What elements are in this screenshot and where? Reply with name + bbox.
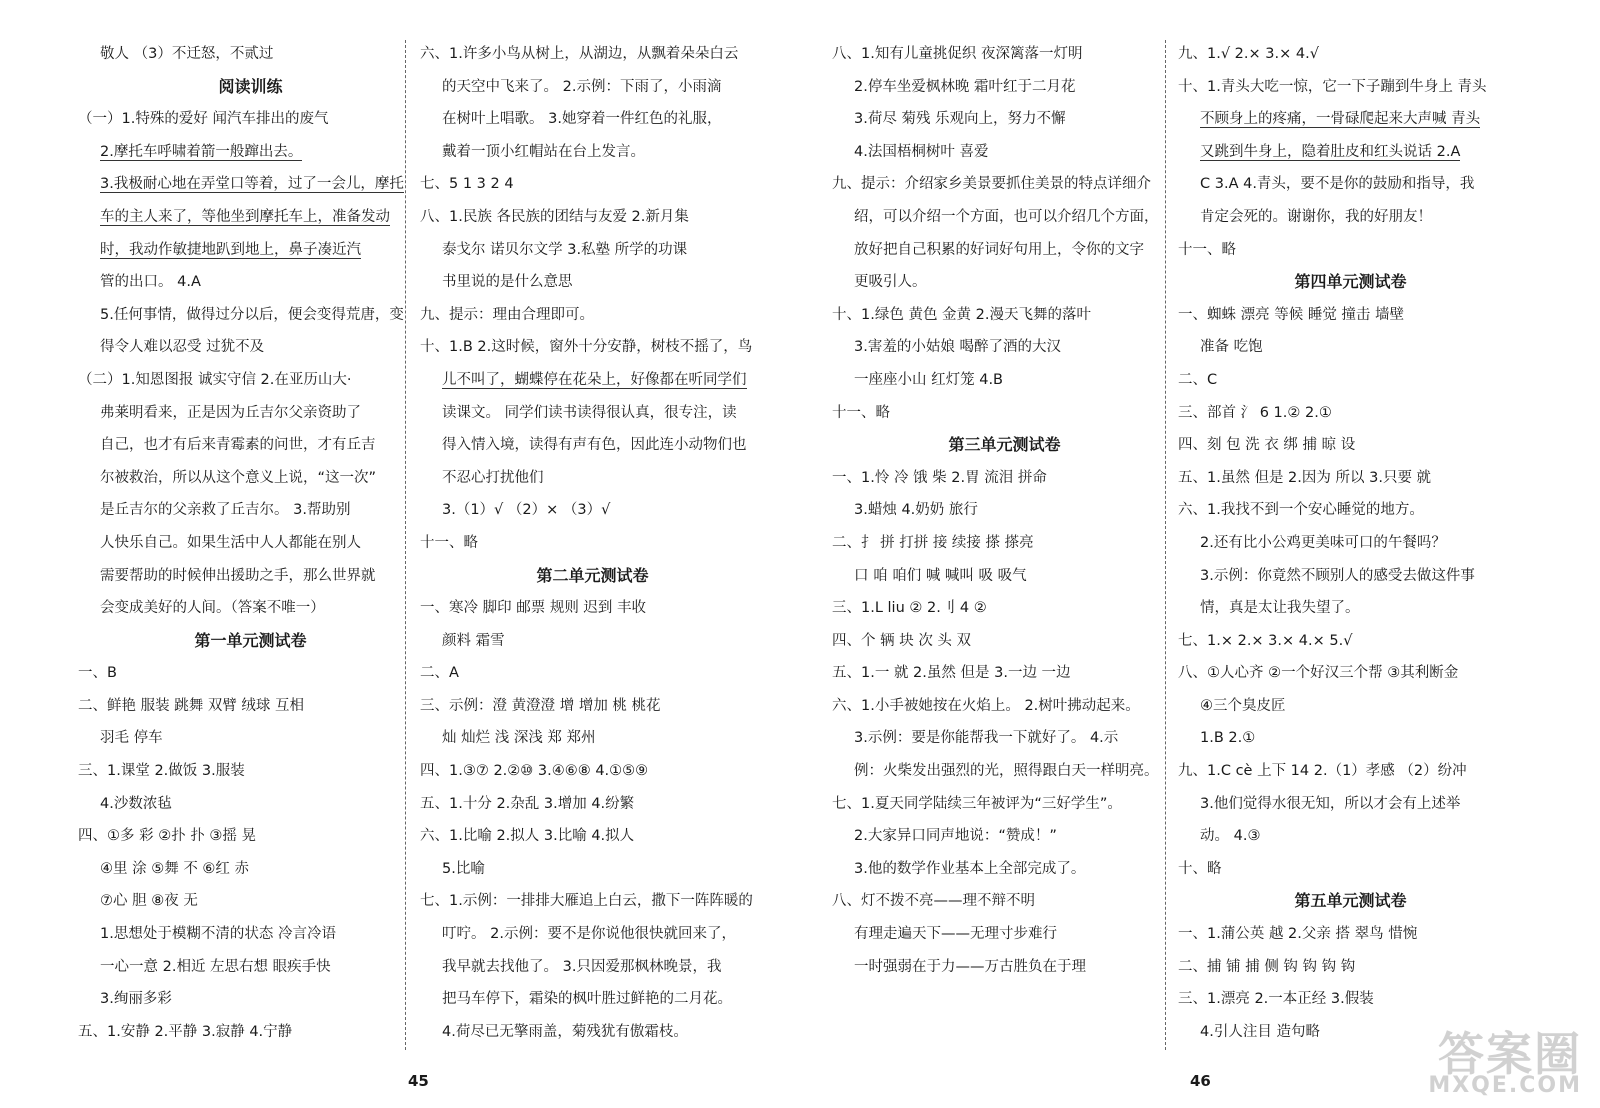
answer-line: 管的出口。 4.A bbox=[100, 274, 201, 291]
answer-line: 二、鲜艳 服装 跳舞 双臂 绒球 互相 bbox=[78, 697, 305, 714]
answer-line: 四、①多 彩 ②扑 扑 ③摇 晃 bbox=[78, 828, 257, 845]
answer-line: 5.任何事情，做得过分以后，便会变得荒唐，变 bbox=[100, 306, 404, 323]
answer-line: 在树叶上唱歌。 3.她穿着一件红色的礼服， bbox=[442, 111, 722, 128]
underlined-answer-text: 3.我极耐心地在弄堂口等着，过了一会儿，摩托 bbox=[100, 176, 404, 193]
answer-line: 一座座小山 红灯笼 4.B bbox=[854, 371, 1003, 388]
answer-line: 四、刻 包 洗 衣 绑 捕 晾 设 bbox=[1178, 437, 1356, 454]
answer-line: 十、1.绿色 黄色 金黄 2.漫天飞舞的落叶 bbox=[832, 306, 1091, 323]
underlined-answer-text: 时，我动作敏捷地趴到地上，鼻子凑近汽 bbox=[100, 241, 361, 258]
watermark-logo-text: 答案圈 bbox=[1438, 1027, 1582, 1081]
answer-line: 得令人难以忍受 过犹不及 bbox=[100, 339, 265, 356]
answer-line bbox=[78, 201, 423, 234]
answer-line: 四、个 辆 块 次 头 双 bbox=[832, 632, 972, 649]
answer-line: 三、1.漂亮 2.一本正经 3.假装 bbox=[1178, 991, 1374, 1008]
answer-line: 3.他的数学作业基本上全部完成了。 bbox=[854, 860, 1086, 877]
answer-line: 灿 灿烂 浅 深浅 郑 郑州 bbox=[442, 730, 596, 747]
answer-line: 2.大家异口同声地说：“赞成！” bbox=[854, 828, 1057, 845]
answer-line: 一时强弱在于力——万古胜负在于理 bbox=[854, 958, 1086, 975]
column-divider bbox=[405, 40, 406, 1050]
answer-line bbox=[78, 136, 423, 169]
answer-line: 六、1.许多小鸟从树上，从湖边，从飘着朵朵白云 bbox=[420, 46, 739, 62]
answer-line: 三、示例：澄 黄澄澄 增 增加 桃 桃花 bbox=[420, 697, 661, 714]
answer-line: 1.思想处于模糊不清的状态 冷言冷语 bbox=[100, 926, 336, 943]
answer-line: 动。 4.③ bbox=[1200, 828, 1261, 845]
answer-line: 七、1.× 2.× 3.× 4.× 5.√ bbox=[1178, 632, 1353, 649]
answer-line: 九、1.√ 2.× 3.× 4.√ bbox=[1178, 46, 1319, 62]
answer-line: 一、1.怜 冷 饿 柴 2.胃 流泪 拼命 bbox=[832, 469, 1047, 486]
answer-line: 3.绚丽多彩 bbox=[100, 991, 172, 1008]
answer-line: 九、1.C cè 上下 14 2.（1）孝感 （2）纷冲 bbox=[1178, 763, 1467, 780]
answer-line: 人快乐自己。如果生活中人人都能在别人 bbox=[100, 534, 361, 551]
answer-line: 一、1.蒲公英 越 2.父亲 搭 翠鸟 惜惋 bbox=[1178, 926, 1418, 943]
answer-line: 准备 吃饱 bbox=[1200, 339, 1263, 356]
answer-line: C 3.A 4.青头，要不是你的鼓励和指导，我 bbox=[1200, 176, 1475, 193]
answer-line: 4.荷尽已无擎雨盖，菊残犹有傲霜枝。 bbox=[442, 1023, 688, 1040]
underlined-answer-text: 不顾身上的疼痛，一骨碌爬起来大声喊 青头 bbox=[1200, 111, 1481, 128]
answer-line: 3.蜡烛 4.奶奶 旅行 bbox=[854, 502, 978, 519]
answer-line: 是丘吉尔的父亲救了丘吉尔。 3.帮助别 bbox=[100, 502, 351, 519]
answer-line: 4.法国梧桐树叶 喜爱 bbox=[854, 143, 989, 160]
answer-line bbox=[78, 168, 423, 201]
answer-line: 七、1.示例：一排排大雁追上白云，撒下一阵阵暖的 bbox=[420, 893, 753, 910]
answer-line: 二、C bbox=[1178, 371, 1218, 388]
answer-line: 五、1.安静 2.平静 3.寂静 4.宁静 bbox=[78, 1023, 293, 1040]
answer-line: 1.B 2.① bbox=[1200, 730, 1256, 747]
answer-line: 会变成美好的人间。（答案不唯一） bbox=[100, 600, 325, 617]
answer-line: 四、1.③⑦ 2.②⑩ 3.④⑥⑧ 4.①⑤⑨ bbox=[420, 763, 649, 780]
answer-line: 需要帮助的时候伸出援助之手，那么世界就 bbox=[100, 567, 376, 584]
answer-line: 一、寒冷 脚印 邮票 规则 迟到 丰收 bbox=[420, 600, 647, 617]
answer-line: 三、1.L liu ② 2.刂 4 ② bbox=[832, 600, 987, 617]
answer-line: 绍，可以介绍一个方面，也可以介绍几个方面， bbox=[854, 208, 1159, 225]
answer-line: 九、提示：理由合理即可。 bbox=[420, 306, 594, 323]
answer-column-1 bbox=[78, 38, 423, 1048]
answer-line: 叮咛。 2.示例：要不是你说他很快就回来了， bbox=[442, 926, 736, 943]
answer-line: 书里说的是什么意思 bbox=[442, 274, 573, 291]
answer-line: 2.停车坐爱枫林晚 霜叶红于二月花 bbox=[854, 78, 1076, 95]
answer-line: 3.示例：你竟然不顾别人的感受去做这件事 bbox=[1200, 567, 1475, 584]
answer-line: 读课文。 同学们读书读得很认真，很专注，读 bbox=[442, 404, 737, 421]
answer-line: 十、1.青头大吃一惊，它一下子蹦到牛身上 青头 bbox=[1178, 78, 1487, 95]
answer-line: 八、1.知有儿童挑促织 夜深篱落一灯明 bbox=[832, 46, 1083, 62]
answer-line: 弗莱明看来，正是因为丘吉尔父亲资助了 bbox=[100, 404, 361, 421]
answer-line: 一、B bbox=[78, 665, 117, 682]
answer-line: 八、①人心齐 ②一个好汉三个帮 ③其利断金 bbox=[1178, 665, 1459, 682]
page-number-left: 45 bbox=[408, 1072, 429, 1090]
section-heading: 第二单元测试卷 bbox=[536, 565, 649, 585]
answer-line: （二）1.知恩图报 诚实守信 2.在亚历山大· bbox=[78, 371, 352, 388]
answer-line: 七、1.夏天同学陆续三年被评为“三好学生”。 bbox=[832, 795, 1122, 812]
answer-line: 4.引人注目 造句略 bbox=[1200, 1023, 1320, 1040]
answer-column-3 bbox=[832, 38, 1177, 983]
answer-line: ⑦心 胆 ⑧夜 无 bbox=[100, 893, 198, 910]
answer-line: 自己，也才有后来青霉素的问世，才有丘吉 bbox=[100, 437, 376, 454]
answer-line: 六、1.比喻 2.拟人 3.比喻 4.拟人 bbox=[420, 828, 635, 845]
answer-line: 的天空中飞来了。 2.示例：下雨了，小雨滴 bbox=[442, 78, 722, 95]
answer-line: 3.（1）√ （2）× （3）√ bbox=[442, 502, 611, 519]
answer-line: 三、部首 氵 6 1.② 2.① bbox=[1178, 404, 1332, 421]
answer-line: 肯定会死的。谢谢你，我的好朋友！ bbox=[1200, 208, 1432, 225]
answer-line: 5.比喻 bbox=[442, 860, 485, 877]
answer-line: 十、1.B 2.这时候，窗外十分安静，树枝不摇了，鸟 bbox=[420, 339, 753, 356]
answer-line: 三、1.课堂 2.做饭 3.服装 bbox=[78, 763, 245, 780]
answer-line: 十一、略 bbox=[420, 534, 478, 551]
answer-line: 放好把自己积累的好词好句用上，令你的文字 bbox=[854, 241, 1144, 258]
underlined-answer-text: 儿不叫了，蝴蝶停在花朵上，好像都在听同学们 bbox=[442, 371, 747, 388]
answer-line: 七、5 1 3 2 4 bbox=[420, 176, 514, 193]
right-page bbox=[800, 0, 1600, 1108]
answer-line: 2.还有比小公鸡更美味可口的午餐吗？ bbox=[1200, 534, 1446, 551]
answer-line: 十一、略 bbox=[1178, 241, 1236, 258]
answer-line: 泰戈尔 诺贝尔文学 3.私塾 所学的功课 bbox=[442, 241, 688, 258]
answer-line: 八、灯不拨不亮——理不辩不明 bbox=[832, 893, 1035, 910]
section-heading: 第一单元测试卷 bbox=[194, 630, 307, 650]
answer-line bbox=[1178, 103, 1523, 136]
answer-line: 我早就去找他了。 3.只因爱那枫林晚景，我 bbox=[442, 958, 722, 975]
answer-column-2 bbox=[420, 38, 765, 1048]
section-heading: 第五单元测试卷 bbox=[1294, 891, 1407, 911]
section-heading: 第四单元测试卷 bbox=[1294, 272, 1407, 292]
answer-line: 羽毛 停车 bbox=[100, 730, 163, 747]
answer-line: 3.示例：要是你能帮我一下就好了。 4.示 bbox=[854, 730, 1119, 747]
answer-line: 3.他们觉得水很无知，所以才会有上述举 bbox=[1200, 795, 1461, 812]
answer-line: 十、略 bbox=[1178, 860, 1222, 877]
answer-line: 五、1.一 就 2.虽然 但是 3.一边 一边 bbox=[832, 665, 1071, 682]
answer-line: ④里 涂 ⑤舞 不 ⑥红 赤 bbox=[100, 860, 250, 877]
answer-line: 戴着一顶小红帽站在台上发言。 bbox=[442, 143, 645, 160]
answer-line: 二、A bbox=[420, 665, 459, 682]
answer-line: 一心一意 2.相近 左思右想 眼疾手快 bbox=[100, 958, 331, 975]
answer-line: 把马车停下，霜染的枫叶胜过鲜艳的二月花。 bbox=[442, 991, 732, 1008]
answer-line: 3.害羞的小姑娘 喝醉了酒的大汉 bbox=[854, 339, 1061, 356]
answer-line bbox=[420, 364, 765, 397]
answer-line: 六、1.小手被她按在火焰上。 2.树叶拂动起来。 bbox=[832, 697, 1140, 714]
answer-line: 十一、略 bbox=[832, 404, 890, 421]
answer-line: 口 咱 咱们 喊 喊叫 吸 吸气 bbox=[854, 567, 1027, 584]
answer-line: 二、扌 拼 打拼 接 续接 搽 搽亮 bbox=[832, 534, 1034, 551]
answer-line: 二、捕 铺 捕 侧 钩 钩 钩 钩 bbox=[1178, 958, 1356, 975]
section-heading: 阅读训练 bbox=[218, 76, 283, 96]
answer-line bbox=[78, 234, 423, 267]
answer-line: 九、提示：介绍家乡美景要抓住美景的特点详细介 bbox=[832, 176, 1151, 193]
answer-line: 五、1.十分 2.杂乱 3.增加 4.纷繁 bbox=[420, 795, 635, 812]
underlined-answer-text: 车的主人来了，等他坐到摩托车上，准备发动 bbox=[100, 208, 390, 225]
answer-line: 更吸引人。 bbox=[854, 274, 927, 291]
underlined-answer-text: 2.摩托车呼啸着箭一般蹿出去。 bbox=[100, 143, 303, 160]
answer-line: 敬人 （3）不迁怒，不贰过 bbox=[100, 46, 274, 62]
answer-line: 情，真是太让我失望了。 bbox=[1200, 600, 1360, 617]
column-divider bbox=[1165, 40, 1166, 1050]
answer-line bbox=[1178, 136, 1523, 169]
answer-line: 不忍心打扰他们 bbox=[442, 469, 544, 486]
section-heading: 第三单元测试卷 bbox=[948, 435, 1061, 455]
answer-line: 4.沙数浓毡 bbox=[100, 795, 172, 812]
answer-line: 尔被救治，所以从这个意义上说，“这一次” bbox=[100, 469, 377, 486]
answer-line: 八、1.民族 各民族的团结与友爱 2.新月集 bbox=[420, 208, 689, 225]
answer-line: 例：火柴发出强烈的光，照得跟白天一样明亮。 bbox=[854, 763, 1159, 780]
answer-line: 3.荷尽 菊残 乐观向上，努力不懈 bbox=[854, 111, 1066, 128]
answer-line: 有理走遍天下——无理寸步难行 bbox=[854, 926, 1057, 943]
watermark-url: MXQE.COM bbox=[1428, 1073, 1582, 1098]
answer-line: 六、1.我找不到一个安心睡觉的地方。 bbox=[1178, 502, 1424, 519]
page-number-right: 46 bbox=[1190, 1072, 1211, 1090]
answer-line: 一、蜘蛛 漂亮 等候 睡觉 撞击 墙壁 bbox=[1178, 306, 1405, 323]
underlined-answer-text: 又跳到牛身上，隐着肚皮和红头说话 2.A bbox=[1200, 143, 1461, 160]
site-watermark bbox=[1428, 1027, 1582, 1098]
answer-line: 五、1.虽然 但是 2.因为 所以 3.只要 就 bbox=[1178, 469, 1432, 486]
answer-line: 得入情入境，读得有声有色，因此连小动物们也 bbox=[442, 437, 747, 454]
answer-line: （一）1.特殊的爱好 闻汽车排出的废气 bbox=[78, 111, 329, 128]
answer-column-4 bbox=[1178, 38, 1523, 1048]
answer-line: ④三个臭皮匠 bbox=[1200, 697, 1286, 714]
answer-line: 颜料 霜雪 bbox=[442, 632, 505, 649]
